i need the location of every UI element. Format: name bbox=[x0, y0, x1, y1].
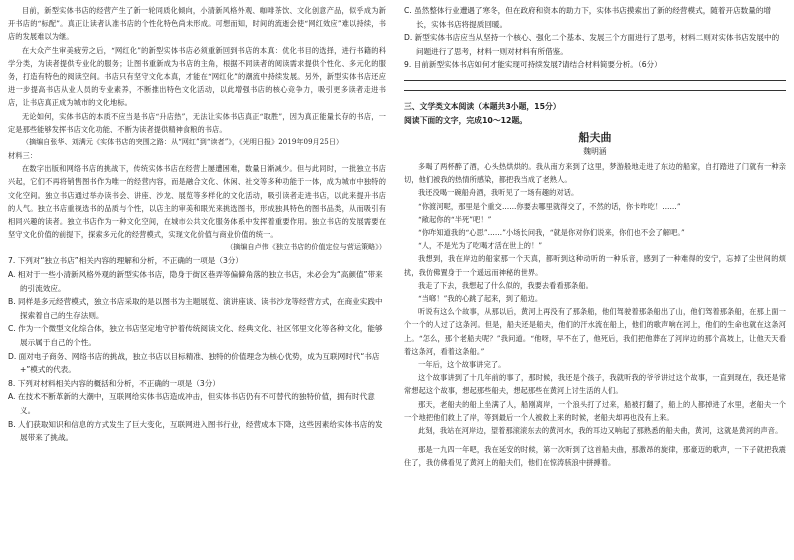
story-author: 魏明涵 bbox=[583, 146, 607, 156]
question-8: 8. 下列对材料相关内容的概括和分析，不正确的一项是（3分） bbox=[8, 378, 220, 388]
question-8-option-b: B. 人们获取知识和信息的方式发生了巨大变化，互联网进入图书行业，经营成本下降，这些因素给实体书店的发展带来了挑战。 bbox=[8, 419, 383, 443]
question-9: 9. 目前新型实体书店如何才能实现可持续发展?请结合材料简要分析。（6分） bbox=[404, 60, 662, 70]
story-paragraph: 听说有这么个故事，从那以后，黄河上再没有了那条船，他们驾驶着那条船出了山，他们驾着那条船，在那上面一个一个的人过了这条河。但是，船夫还是船夫，他们的汗水流在船上，他们的歌声响在河上，他们的生命也就在这条河上。“怎么，那个老船夫呢？”我问道。“他呀，早不在了，他死后，我们把他葬在了河岸边的那个高坡上，让他天天看着这条河，看着这条船。” bbox=[404, 307, 786, 356]
right-column bbox=[404, 4, 786, 470]
story-paragraph: “你渡河呢，那里是个重交……你要去哪里就得交了，不然的话，你卡咋吃！……” bbox=[418, 201, 681, 211]
story-paragraph: “你咋知道我的“心思”……”小场长问我，“就是你对你们说来，你们也不会了解吧。” bbox=[418, 227, 685, 237]
story-paragraph: 这个故事讲到了十几年前的事了，那时候，我还是个孩子，我就听我的爷爷讲过这个故事，一直到现在，我还是常常想起这个故事，想起那些船夫，想起那些在黄河上讨生活的人们。 bbox=[404, 373, 786, 396]
story-paragraph: 我想到，我在岸边的船家那一个天真，都听到这种动听的一种乐音，感到了一种难得的安宁，忘掉了尘世间的烦扰，我仿佛置身于一个遥远而神秘的世界。 bbox=[404, 254, 786, 277]
passage-paragraph: 无论如何，实体书店的本质不应当是书店“升店热”，无法让实体书店真正“取胜”，因为真正能量长存的书店，一定是那些能够发挥书店文化功能、不断为读者提供精神食粮的书店。 bbox=[8, 111, 386, 134]
story-paragraph: “敞起你的“半死”吧！” bbox=[418, 214, 492, 224]
question-7-option-c: C. 作为一个微型文化综合体，独立书店坚定地守护着传统阅读文化、经典文化、社区邻里文化等各种文化，能够展示属于自己的个性。 bbox=[8, 324, 383, 348]
material-label: 材料三： bbox=[8, 151, 38, 161]
section-heading: 三、文学类文本阅读（本题共3小题，15分） bbox=[404, 101, 561, 111]
question-8-option-a: A. 在技术不断革新的大潮中，互联网给实体书店造成冲击，但实体书店仍有不可替代的独特价值，拥有时代意义。 bbox=[8, 392, 375, 415]
question-8-option-c: C. 虽然整体行业遭遇了寒冬，但在政府和资本的助力下，实体书店摸索出了新的经营模式，随着开店数量的增长，实体书店将提质回暖。 bbox=[404, 6, 772, 29]
section-instruction: 阅读下面的文字，完成10～12题。 bbox=[404, 115, 528, 125]
left-column bbox=[8, 4, 386, 445]
question-8-option-d: D. 新型实体书店应当从坚持一个核心、强化二个基本、发展三个方面进行了思考，材料二则对实体书店发展中的问题进行了思考，材料一则对材料有所借鉴。 bbox=[404, 33, 780, 56]
story-paragraph: “当啷！”我的心跳了起来，到了船边。 bbox=[418, 294, 543, 303]
story-title: 船夫曲 bbox=[578, 130, 612, 144]
story-paragraph: 我还没喝一碗船舟酒，我听见了一场有趣的对话。 bbox=[418, 188, 579, 198]
source-citation: （摘编自张华、刘满元《实体书店的突围之路：从“网红”到“读者”》，《光明日报》2019年09月25日） bbox=[22, 138, 344, 147]
question-7-option-d: D. 面对电子商务、网络书店的挑战，独立书店以目标精准、独特的价值理念为核心优势，成为互联网时代“书店+”模式的代表。 bbox=[8, 351, 380, 375]
story-paragraph: 那是一九四一年吧，我在延安的时候，第一次听到了这首船夫曲，那激昂的旋律，那豪迈的歌声，一下子就把我震住了，我仿佛看见了黄河上的船夫们，他们在惊涛骇浪中拼搏着。 bbox=[404, 445, 786, 468]
story-paragraph: 一年后，这个故事讲完了。 bbox=[418, 360, 506, 370]
source-citation: （摘编自卢伟《独立书店的价值定位与营运策略》） bbox=[226, 243, 386, 252]
story-paragraph: 那天，老船夫的船上坐满了人，船刚离岸，一个浪头打了过来，船被打翻了，船上的人都掉进了水里，老船夫一个一个地把他们救上了岸，等到最后一个人被救上来的时候，老船夫却再也没有上来。 bbox=[404, 399, 786, 422]
question-7-option-a: A. 相对于一些小清新风格外观的新型实体书店，隐身于街区巷弄等偏僻角落的独立书店，未必会为“高颜值”带来的引流效应。 bbox=[8, 270, 383, 293]
question-7-option-b: B. 同样是多元经营模式，独立书店采取的是以图书为主题展览、演讲座谈、读书沙龙等经营方式，在商业实践中探索着自己的生存法则。 bbox=[8, 297, 383, 320]
story-paragraph: 多喝了两杯醉了酒，心头热烘烘的。我从南方来到了这里，梦游般地走进了东边的船家，自打踏进了门就有一种亲切，他们被我的热情所感染，都把我当成了老熟人。 bbox=[404, 161, 786, 185]
answer-line bbox=[404, 80, 786, 81]
passage-paragraph: 目前，新型实体书店的经营产生了新一轮同质化倾向，小清新风格外观、咖啡茶饮、文化创意产品，似乎成为新开书店的“标配”。真正让读者认准书店的个性化特色尚未形成。可想而知，时间的流逝会使“网红效应”难以持续，书店的发展难以为继。 bbox=[8, 6, 386, 42]
story-paragraph: “人，不是光为了吃喝才活在世上的！” bbox=[418, 241, 543, 251]
passage-paragraph: 在数字出版和网络书店的挑战下，传统实体书店在经营上屡遭困难，数量日渐减少。但与此同时，一批独立书店兴起，它们不再将销售图书作为唯一的经营内容，而是融合文化、休闲、社交等多种功能于一体，成为城市中独特的文化空间。独立书店通过举办读书会、讲座、沙龙、展览等多样化的文化活动，吸引读者走进书店，以此来提升书店的人气。独立书店重视选书的品质与个性，以店主的审美和眼光来挑选图书，形成独具特色的图书品类，从而吸引有相同兴趣的读者。独立书店作为一种文化空间，在城市公共文化服务体系中发挥着重要作用。独立书店的发展需要在坚守文化价值的前提下，探索多元化的经营模式，实现文化价值与商业价值的统一。 bbox=[8, 164, 386, 240]
passage-paragraph: 在大众产生审美疲劳之后，“网红化”的新型实体书店必须重新回到书店的本真：优化书目的选择，进行书籍的科学分类，为读者提供专业化的服务；让图书重新成为书店的主角，根据不同读者的阅读需求提供个性化、多元化的服务，打造有特色的阅读空间。书店只有坚守文化本真，才能在“网红化”的潮流中持续发展。另外，新型实体书店还应进一步提高书店从业人员的专业素养，不断推出特色文化活动，以此增强书店的核心竞争力，吸引更多读者走进书店，让书店真正成为城市的文化地标。 bbox=[8, 45, 386, 108]
story-paragraph: 我走了下去，我想起了什么似的，我要去看看那条船。 bbox=[418, 280, 593, 290]
answer-line bbox=[404, 90, 786, 91]
question-7: 7. 下列对“独立书店”相关内容的理解和分析，不正确的一项是（3分） bbox=[8, 256, 243, 266]
story-paragraph: 此刻，我站在河岸边，望着那滚滚东去的黄河水，我的耳边又响起了那熟悉的船夫曲，黄河，这就是黄河的声音。 bbox=[418, 426, 783, 436]
